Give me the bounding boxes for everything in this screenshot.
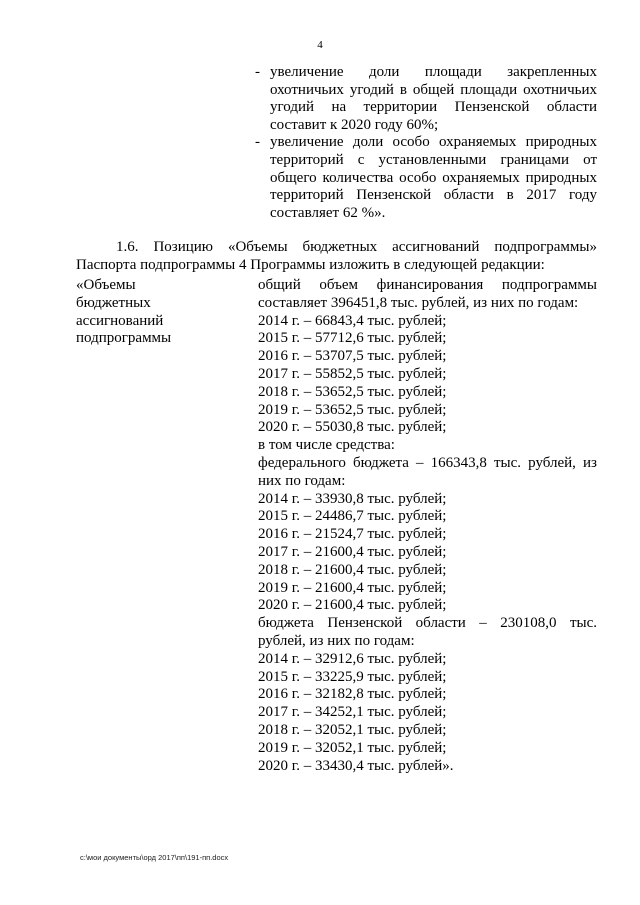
amendment-paragraph: 1.6. Позицию «Объемы бюджетных ассигнований подпрограммы» Паспорта подпрограммы 4 Программы изложить в следующей редакции: bbox=[76, 239, 597, 273]
including-text: в том числе средства: bbox=[258, 437, 395, 454]
year-line: 2015 г. – 57712,6 тыс. рублей; bbox=[258, 330, 447, 347]
year-line: 2019 г. – 21600,4 тыс. рублей; bbox=[258, 579, 447, 596]
regional-budget-text: бюджета Пензенской области – 230108,0 тыс. рублей, из них по годам: bbox=[258, 615, 597, 649]
year-line: 2016 г. – 53707,5 тыс. рублей; bbox=[258, 348, 447, 365]
label-line: ассигнований bbox=[76, 312, 164, 329]
year-line: 2014 г. – 33930,8 тыс. рублей; bbox=[258, 490, 447, 507]
dash-marker: - bbox=[255, 134, 260, 151]
total-financing-text: общий объем финансирования подпрограммы составляет 396451,8 тыс. рублей, из них по годам: bbox=[258, 277, 597, 311]
year-line: 2016 г. – 32182,8 тыс. рублей; bbox=[258, 686, 447, 703]
bullet-text: увеличение доли площади закрепленных охотничьих угодий в общей площади охотничьих угодий на территории Пензенской области составит к 2020 году 60%; bbox=[270, 64, 597, 133]
year-line: 2020 г. – 55030,8 тыс. рублей; bbox=[258, 419, 447, 436]
page-number: 4 bbox=[317, 39, 323, 51]
year-line: 2017 г. – 34252,1 тыс. рублей; bbox=[258, 704, 447, 721]
budget-label bbox=[76, 277, 246, 348]
label-line: подпрограммы bbox=[76, 330, 172, 347]
footer-file-path: c:\мои документы\орд 2017\пп\191-пп.docx bbox=[80, 853, 229, 862]
year-line: 2015 г. – 24486,7 тыс. рублей; bbox=[258, 508, 447, 525]
year-line: 2016 г. – 21524,7 тыс. рублей; bbox=[258, 526, 447, 543]
bullet-item bbox=[255, 134, 597, 222]
year-line: 2017 г. – 21600,4 тыс. рублей; bbox=[258, 543, 447, 560]
year-line: 2018 г. – 21600,4 тыс. рублей; bbox=[258, 561, 447, 578]
label-line: бюджетных bbox=[76, 294, 151, 311]
bullet-item bbox=[255, 64, 597, 134]
label-line: «Объемы bbox=[76, 277, 136, 293]
bullet-text: увеличение доли особо охраняемых природных территорий с установленными границами от общего количества особо охраняемых природных территорий Пензенской области в 2017 году составляет 62 %». bbox=[270, 134, 597, 221]
year-line: 2015 г. – 33225,9 тыс. рублей; bbox=[258, 668, 447, 685]
year-line: 2019 г. – 32052,1 тыс. рублей; bbox=[258, 739, 447, 756]
budget-table-row bbox=[76, 277, 597, 817]
year-line: 2019 г. – 53652,5 тыс. рублей; bbox=[258, 401, 447, 418]
year-line: 2014 г. – 32912,6 тыс. рублей; bbox=[258, 650, 447, 667]
year-line: 2020 г. – 21600,4 тыс. рублей; bbox=[258, 597, 447, 614]
year-line: 2020 г. – 33430,4 тыс. рублей». bbox=[258, 757, 454, 774]
dash-marker: - bbox=[255, 64, 260, 80]
year-line: 2018 г. – 53652,5 тыс. рублей; bbox=[258, 383, 447, 400]
budget-details bbox=[258, 277, 597, 775]
year-line: 2017 г. – 55852,5 тыс. рублей; bbox=[258, 365, 447, 382]
year-line: 2018 г. – 32052,1 тыс. рублей; bbox=[258, 721, 447, 738]
year-line: 2014 г. – 66843,4 тыс. рублей; bbox=[258, 312, 447, 329]
federal-budget-text: федерального бюджета – 166343,8 тыс. рублей, из них по годам: bbox=[258, 454, 597, 489]
bullet-list bbox=[255, 64, 597, 222]
